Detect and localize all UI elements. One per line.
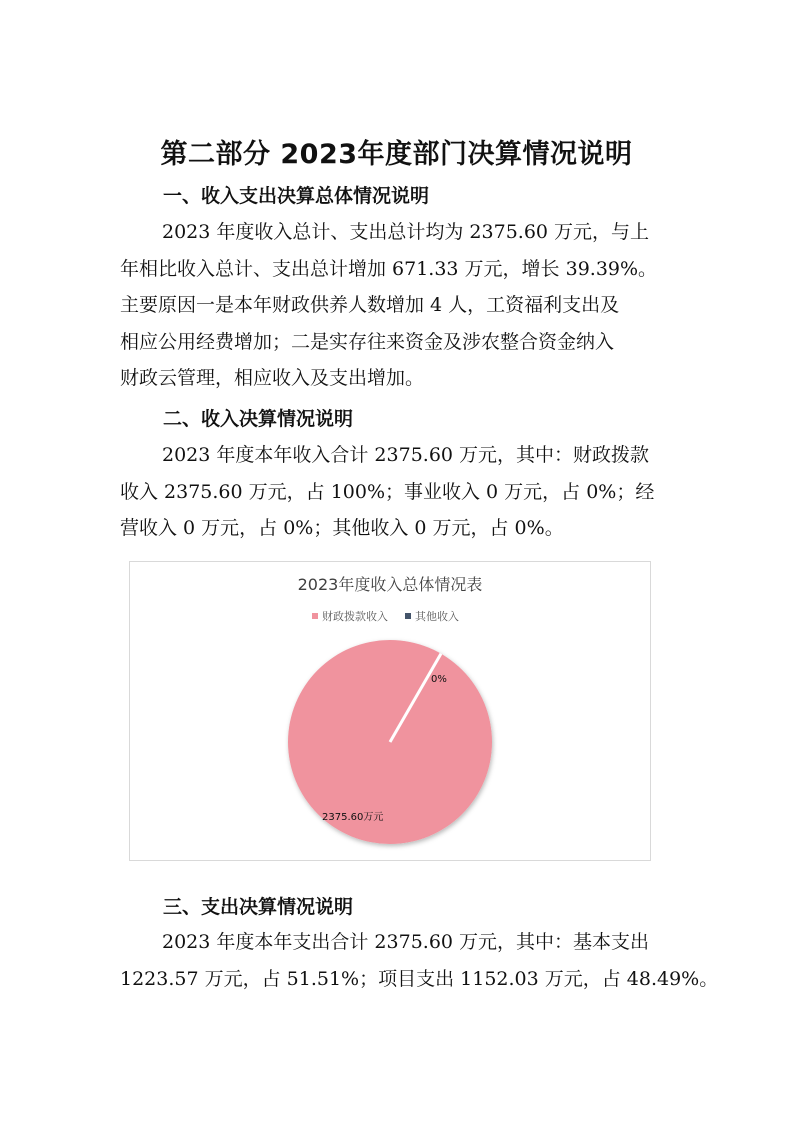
paragraph-line: 1223.57 万元，占 51.51%；项目支出 1152.03 万元，占 48.49%。 xyxy=(120,967,719,990)
legend-label-1: 其他收入 xyxy=(415,610,459,623)
income-pie-chart xyxy=(129,561,651,861)
data-label-other: 0% xyxy=(431,674,447,685)
paragraph-line: 2023 年度收入总计、支出总计均为 2375.60 万元，与上 xyxy=(162,221,650,243)
section-2-paragraph xyxy=(120,437,680,547)
chart-title: 2023年度收入总体情况表 xyxy=(297,575,483,594)
chart-legend xyxy=(312,609,459,623)
paragraph-line: 营收入 0 万元，占 0%；其他收入 0 万元，占 0%。 xyxy=(120,517,564,539)
paragraph-line: 2023 年度本年支出合计 2375.60 万元，其中：基本支出 xyxy=(162,931,650,953)
data-label-main: 2375.60万元 xyxy=(322,812,384,823)
paragraph-line: 相应公用经费增加；二是实存往来资金及涉农整合资金纳入 xyxy=(120,330,615,353)
section-1-paragraph xyxy=(120,214,680,397)
pie-chart-svg xyxy=(130,562,650,860)
legend-label-0: 财政拨款收入 xyxy=(322,610,388,623)
section-3-paragraph xyxy=(120,924,719,997)
paragraph-line: 收入 2375.60 万元，占 100%；事业收入 0 万元，占 0%；经 xyxy=(120,480,655,503)
legend-swatch-0 xyxy=(312,613,318,619)
section-1-heading: 一、收入支出决算总体情况说明 xyxy=(163,185,430,207)
page-title: 第二部分 2023年度部门决算情况说明 xyxy=(160,139,633,170)
paragraph-line: 财政云管理，相应收入及支出增加。 xyxy=(120,367,425,389)
paragraph-line: 2023 年度本年收入合计 2375.60 万元，其中：财政拨款 xyxy=(162,444,650,466)
legend-swatch-1 xyxy=(405,613,411,619)
paragraph-line: 年相比收入总计、支出总计增加 671.33 万元，增长 39.39%。 xyxy=(120,257,658,280)
section-2-heading: 二、收入决算情况说明 xyxy=(163,408,354,430)
section-3-heading: 三、支出决算情况说明 xyxy=(163,896,354,918)
pie-slices xyxy=(288,640,492,844)
paragraph-line: 主要原因一是本年财政供养人数增加 4 人，工资福利支出及 xyxy=(120,294,620,316)
